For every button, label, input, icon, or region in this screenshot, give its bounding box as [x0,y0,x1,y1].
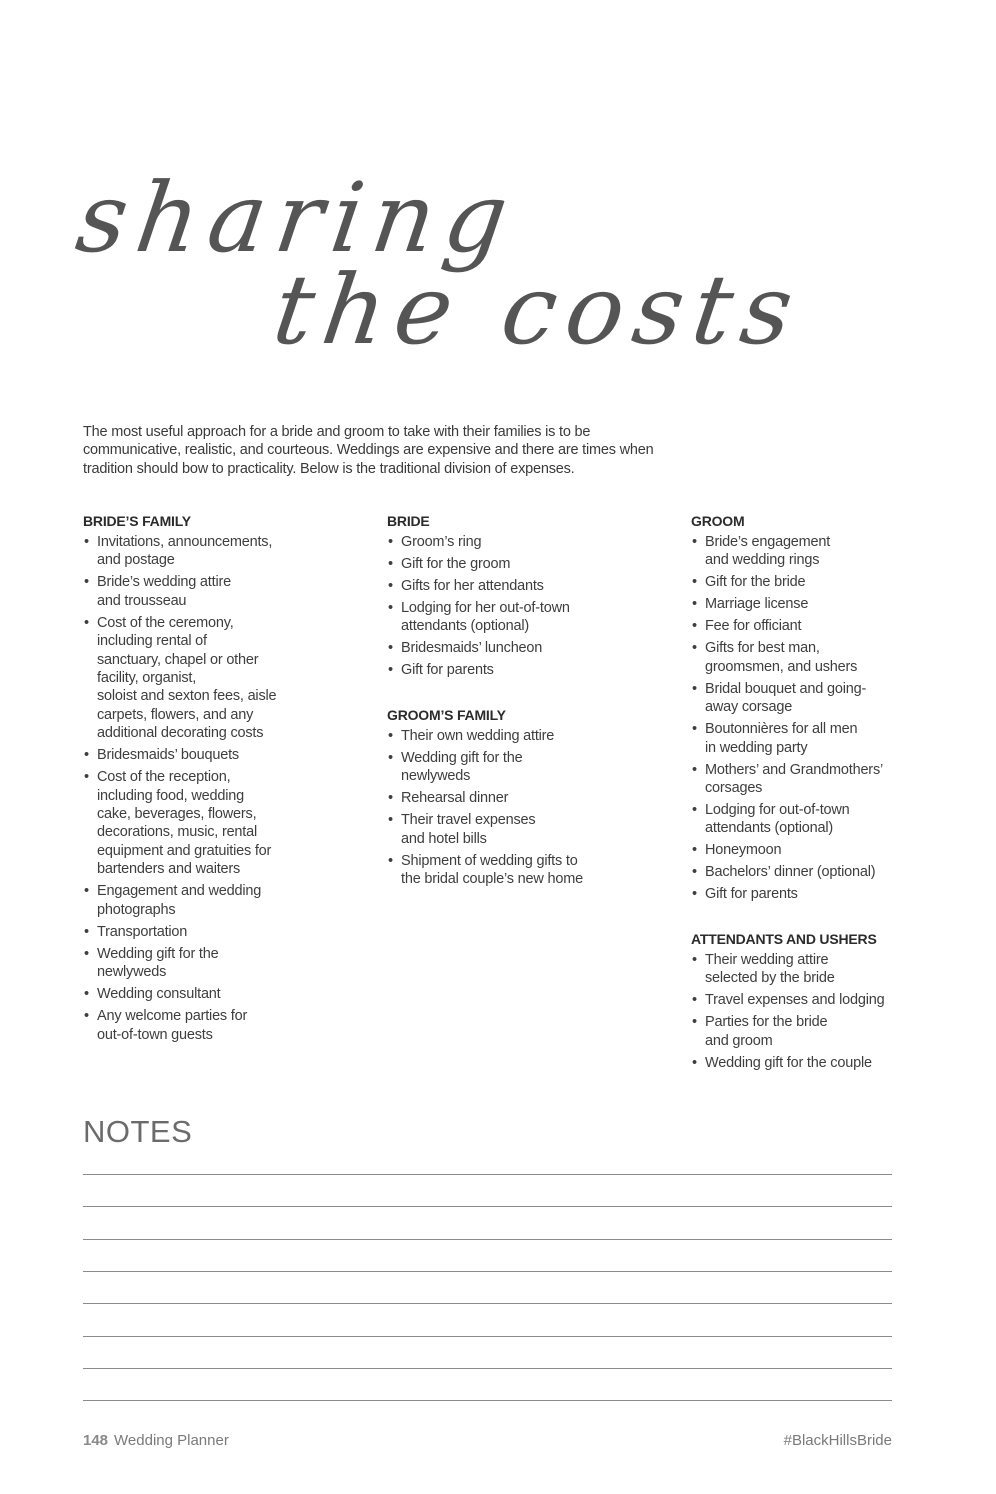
list-item-text: and hotel bills [401,830,487,847]
note-line [83,1400,892,1401]
list-item [387,727,597,745]
list-item-text: • Cost of the reception, [97,769,231,786]
list-item-text: including food, wedding [97,787,244,804]
list-item [691,863,901,881]
list-item-text: • Wedding gift for the [97,945,219,962]
list-item-text: out-of-town guests [97,1026,213,1043]
list-item [691,951,901,988]
notes-heading: NOTES [83,1114,193,1149]
list-item-text: • Any welcome parties for [97,1008,248,1025]
list-item [691,533,901,570]
expense-section [691,512,901,904]
list-item [83,985,283,1003]
publication-name: Wedding Planner [114,1432,229,1449]
list-item [387,749,597,786]
list-item [387,661,597,679]
list-item-text: and trousseau [97,592,187,609]
list-item [83,746,283,764]
list-item [691,617,901,635]
list-item [691,1013,901,1050]
expense-list [691,533,901,904]
list-item-text: cake, beverages, flowers, [97,806,257,823]
list-item-text: newlyweds [401,768,471,785]
section-heading: BRIDE’S FAMILY [83,513,191,529]
note-line [83,1336,892,1337]
list-item-text: • Bachelors’ dinner (optional) [705,864,876,881]
list-item [387,577,597,595]
list-item [387,789,597,807]
list-item-text: • Transportation [97,923,188,940]
section-heading: GROOM’S FAMILY [387,706,506,723]
list-item-text: • Bridesmaids’ luncheon [401,640,543,657]
note-line [83,1239,892,1240]
list-item-text: • Rehearsal dinner [401,790,509,807]
title-line-1: sharing [70,162,525,274]
list-item-text: photographs [97,901,176,918]
list-item-text: and groom [705,1032,773,1049]
list-item-text: sanctuary, chapel or other [97,651,259,668]
list-item-text: • Mothers’ and Grandmothers’ [705,761,884,778]
intro-paragraph: The most useful approach for a bride and groom to take with their families is to be communicative, realistic, and courteous. Weddings are expensive and there are times when tradition should bow to practicality. Below is the traditional division of expenses. [83,423,654,477]
list-item-text: • Parties for the bride [705,1014,828,1031]
list-item [691,991,901,1009]
section-heading: BRIDE [387,513,430,529]
expense-column-3 [691,512,901,1076]
list-item-text: • Honeymoon [705,842,782,859]
list-item [691,639,901,676]
title-line-2: the costs [267,254,810,366]
list-item-text: • Lodging for her out-of-town [401,600,570,616]
list-item-text: and postage [97,552,175,569]
list-item [691,595,901,613]
list-item-text: • Gift for parents [401,662,494,679]
list-item-text: • Shipment of wedding gifts to [401,852,578,869]
list-item [83,533,283,570]
list-item [387,639,597,657]
list-item-text: • Gift for parents [705,886,798,903]
expense-section [691,930,901,1072]
section-heading: ATTENDANTS AND USHERS [691,930,877,947]
list-item [387,852,597,889]
list-item [83,573,283,610]
list-item-text: corsages [705,780,763,797]
list-item-text: • Bride’s engagement [705,534,831,550]
list-item [691,761,901,798]
list-item-text: equipment and gratuities for [97,842,272,859]
list-item-text: groomsmen, and ushers [705,658,858,675]
list-item-text: • Bride’s wedding attire [97,574,231,591]
list-item-text: • Engagement and wedding [97,883,262,900]
list-item-text: • Wedding gift for the couple [705,1054,872,1071]
list-item-text: decorations, music, rental [97,824,258,841]
list-item-text: • Invitations, announcements, [97,534,273,550]
list-item-text: away corsage [705,699,793,716]
list-item-text: the bridal couple’s new home [401,871,583,888]
list-item-text: • Their wedding attire [705,951,829,968]
expense-list [387,727,597,889]
list-item-text: • Gifts for her attendants [401,578,544,594]
list-item-text: • Cost of the ceremony, [97,614,234,631]
list-item-text: • Boutonnières for all men [705,721,858,738]
section-heading: GROOM [691,513,745,529]
list-item [83,923,283,941]
list-item-text: including rental of [97,633,207,650]
list-item [387,555,597,573]
list-item-text: selected by the bride [705,970,835,987]
list-item-text: • Travel expenses and lodging [705,992,885,1009]
expense-list [387,533,597,680]
expense-column-1 [83,512,283,1048]
list-item-text: bartenders and waiters [97,861,241,878]
list-item-text: • Wedding gift for the [401,749,523,766]
list-item [691,720,901,757]
list-item-text: soloist and sexton fees, aisle [97,688,277,705]
list-item [691,841,901,859]
list-item [83,768,283,878]
list-item-text: • Wedding consultant [97,986,221,1003]
list-item [691,801,901,838]
expense-list [83,533,283,1044]
note-line [83,1206,892,1207]
list-item-text: carpets, flowers, and any [97,706,254,723]
list-item-text: • Bridal bouquet and going- [705,680,867,697]
list-item [387,811,597,848]
list-item [691,573,901,591]
list-item-text: newlyweds [97,964,167,981]
footer-hashtag: #BlackHillsBride [783,1432,892,1449]
list-item-text: • Groom’s ring [401,534,482,550]
list-item-text: in wedding party [705,739,808,756]
list-item-text: attendants (optional) [705,820,833,837]
expense-section [387,512,597,680]
list-item [83,1007,283,1044]
list-item [83,945,283,982]
list-item [83,882,283,919]
list-item [387,533,597,551]
list-item-text: • Lodging for out-of-town [705,802,850,819]
expense-section [83,512,283,1044]
note-line [83,1368,892,1369]
list-item-text: additional decorating costs [97,725,264,742]
list-item-text: facility, organist, [97,670,197,687]
footer-left [83,1432,229,1449]
note-line [83,1174,892,1175]
page-number: 148 [83,1432,109,1449]
expense-section [387,706,597,889]
list-item-text: and wedding rings [705,552,820,569]
list-item-text: • Gift for the groom [401,556,511,572]
expense-column-2 [387,512,597,892]
list-item-text: • Gift for the bride [705,574,806,591]
list-item-text: • Fee for officiant [705,618,802,635]
note-line [83,1303,892,1304]
note-line [83,1271,892,1272]
list-item-text: • Bridesmaids’ bouquets [97,747,239,764]
list-item [691,1054,901,1072]
list-item-text: attendants (optional) [401,618,529,635]
list-item [691,885,901,903]
list-item-text: • Their own wedding attire [401,727,555,744]
list-item [387,599,597,636]
list-item [83,614,283,743]
list-item [691,680,901,717]
list-item-text: • Marriage license [705,596,809,613]
expense-list [691,951,901,1072]
list-item-text: • Their travel expenses [401,812,536,829]
list-item-text: • Gifts for best man, [705,640,820,657]
